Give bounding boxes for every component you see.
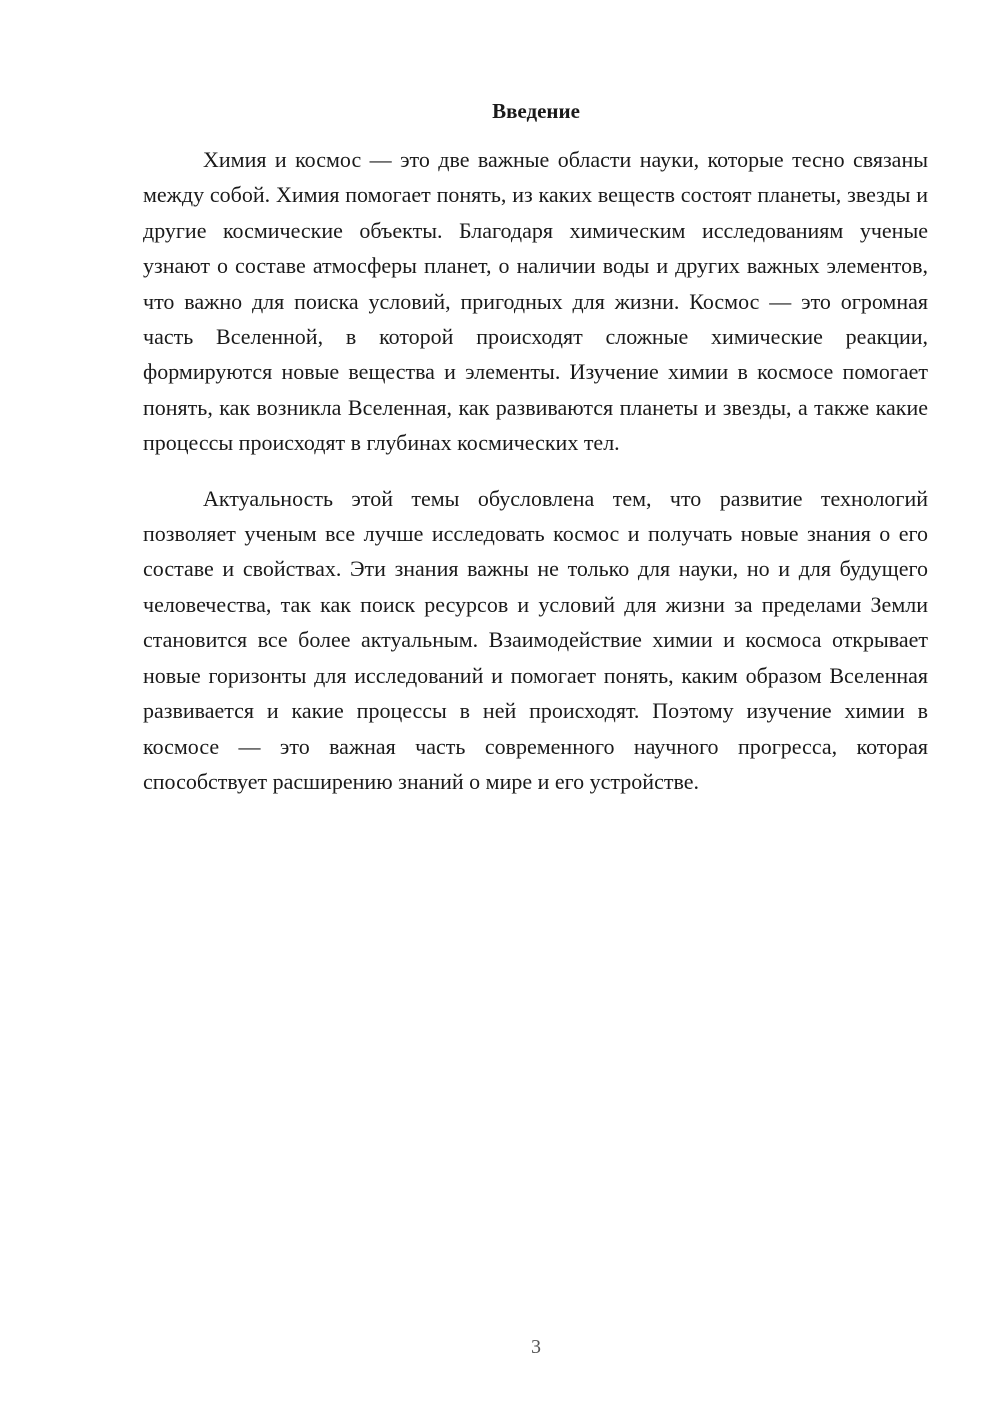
paragraph-intro: Химия и космос — это две важные области науки, которые тесно связаны между собой. Химия помогает понять, из каких веществ состоят планеты, звезды и другие космические объекты. Благодаря химическим исследованиям ученые узнают о составе атмосферы планет, о наличии воды и других важных элементов, что важно для поиска условий, пригодных для жизни. Космос — это огромная часть Вселенной, в которой происходят сложные химические реакции, формируются новые вещества и элементы. Изучение химии в космосе помогает понять, как возникла Вселенная, как развиваются планеты и звезды, а также какие процессы происходят в глубинах космических тел. — [143, 147, 928, 456]
paragraph-relevance: Актуальность этой темы обусловлена тем, что развитие технологий позволяет ученым все лучше исследовать космос и получать новые знания о его составе и свойствах. Эти знания важны не только для науки, но и для будущего человечества, так как поиск ресурсов и условий для жизни за пределами Земли становится все более актуальным. Взаимодействие химии и космоса открывает новые горизонты для исследований и помогает понять, каким образом Вселенная развивается и какие процессы в ней происходят. Поэтому изучение химии в космосе — это важная часть современного научного прогресса, которая способствует расширению знаний о мире и его устройстве. — [143, 485, 928, 794]
body-text — [143, 142, 928, 819]
page-number: 3 — [531, 1336, 541, 1358]
section-heading: Введение — [492, 99, 580, 123]
